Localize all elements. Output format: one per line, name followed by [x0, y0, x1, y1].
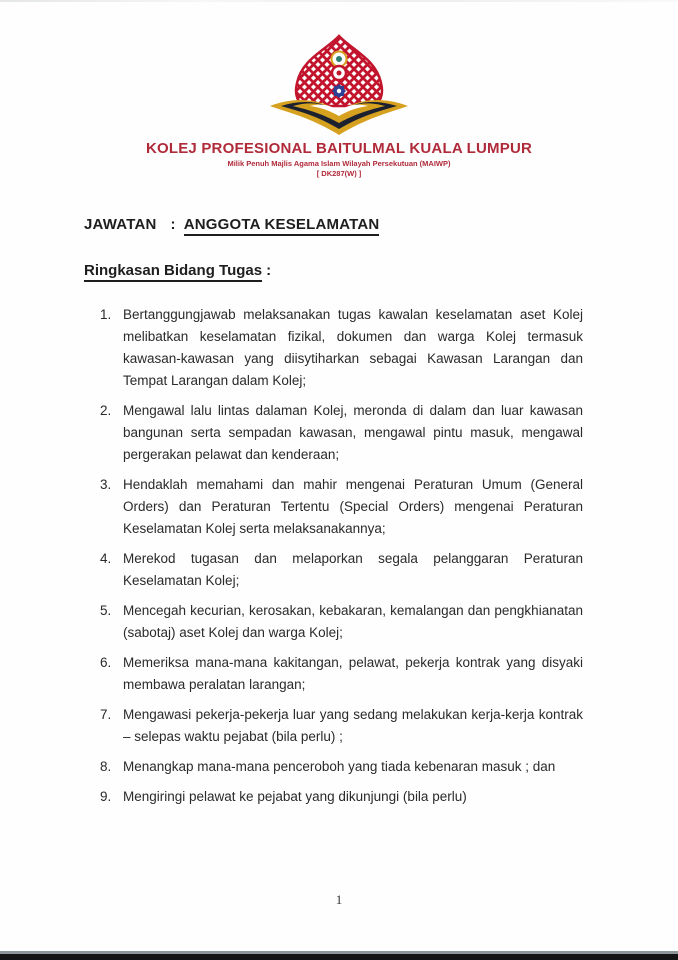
duty-item-3	[100, 474, 583, 540]
college-subtitle: Milik Penuh Majlis Agama Islam Wilayah Persekutuan (MAIWP)	[227, 159, 451, 168]
duty-item-4	[100, 548, 583, 592]
position-value: ANGGOTA KESELAMATAN	[184, 216, 380, 236]
college-registration-code: [ DK287(W) ]	[316, 169, 362, 178]
duty-text: Mengawal lalu lintas dalaman Kolej, meronda di dalam dan luar kawasan bangunan serta sempadan kawasan, mengawal pintu masuk, mengawal pergerakan pelawat dan kenderaan;	[123, 403, 583, 462]
position-colon: :	[170, 216, 176, 233]
duty-text: Merekod tugasan dan melaporkan segala pelanggaran Peraturan Keselamatan Kolej;	[123, 551, 583, 588]
letterhead	[0, 0, 678, 178]
section-title: Ringkasan Bidang Tugas	[84, 262, 262, 282]
duty-text: Mengiringi pelawat ke pejabat yang dikunjungi (bila perlu)	[123, 789, 467, 804]
scan-edge-black	[0, 954, 678, 960]
duties-list	[100, 304, 583, 808]
duty-number: 9.	[100, 789, 112, 804]
position-label: JAWATAN	[84, 216, 157, 233]
page-number: 1	[335, 892, 343, 907]
duty-item-5	[100, 600, 583, 644]
duty-text: Memeriksa mana-mana kakitangan, pelawat, pekerja kontrak yang disyaki membawa peralatan larangan;	[123, 655, 583, 692]
duty-text: Mengawasi pekerja-pekerja luar yang sedang melakukan kerja-kerja kontrak – selepas waktu pejabat (bila perlu) ;	[123, 707, 583, 744]
duty-text: Bertanggungjawab melaksanakan tugas kawalan keselamatan aset Kolej melibatkan keselamatan fizikal, dokumen dan warga Kolej termasuk kawasan-kawasan yang diisytiharkan sebagai Kawasan Larangan dan Tempat Larangan dalam Kolej;	[123, 307, 583, 388]
college-name: KOLEJ PROFESIONAL BAITULMAL KUALA LUMPUR	[145, 140, 533, 157]
duty-number: 4.	[100, 551, 112, 566]
duty-item-2	[100, 400, 583, 466]
duty-item-6	[100, 652, 583, 696]
duty-text: Menangkap mana-mana penceroboh yang tiada kebenaran masuk ; dan	[123, 759, 556, 774]
duty-item-7	[100, 704, 583, 748]
scan-edge-top	[0, 0, 678, 2]
duty-number: 5.	[100, 603, 112, 618]
position-heading	[84, 216, 583, 233]
duty-number: 3.	[100, 477, 112, 492]
duty-number: 8.	[100, 759, 112, 774]
college-logo-icon	[264, 33, 414, 137]
section-colon: :	[266, 262, 272, 279]
duty-item-8	[100, 756, 583, 778]
section-heading	[84, 262, 583, 279]
duty-item-9	[100, 786, 583, 808]
duty-number: 7.	[100, 707, 112, 722]
duty-text: Mencegah kecurian, kerosakan, kebakaran, kemalangan dan pengkhianatan (sabotaj) aset Kolej dan warga Kolej;	[123, 603, 583, 640]
duty-number: 2.	[100, 403, 112, 418]
document-body	[84, 216, 583, 808]
duty-number: 6.	[100, 655, 112, 670]
duty-text: Hendaklah memahami dan mahir mengenai Peraturan Umum (General Orders) dan Peraturan Tertentu (Special Orders) mengenai Peraturan Keselamatan Kolej serta melaksanakannya;	[123, 477, 583, 536]
duty-item-1	[100, 304, 583, 392]
duty-number: 1.	[100, 307, 112, 322]
